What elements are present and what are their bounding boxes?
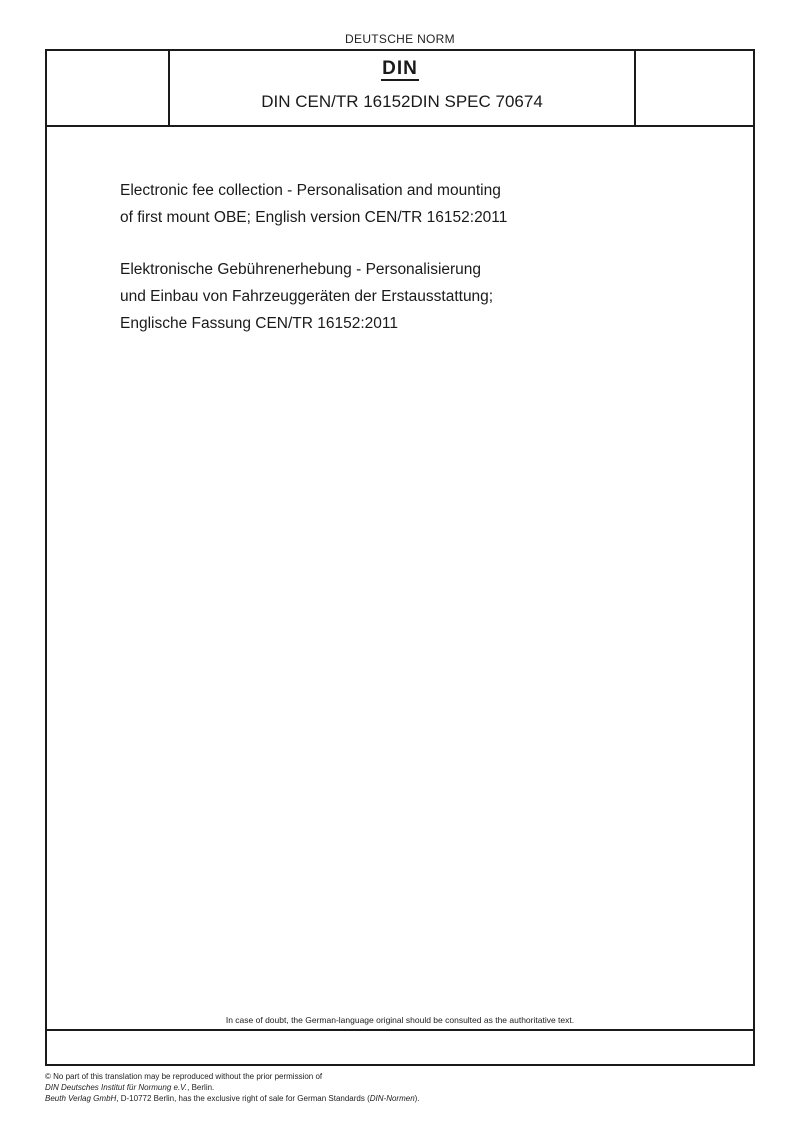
standard-type-label: DEUTSCHE NORM (345, 32, 455, 46)
distributor-line-end: ). (414, 1094, 420, 1103)
din-normen-label: DIN-Normen (369, 1094, 415, 1103)
bottom-divider (47, 1029, 753, 1031)
authoritative-text-note: In case of doubt, the German-language original should be consulted as the authoritative text. (225, 1015, 575, 1025)
copyright-line: © No part of this translation may be reproduced without the prior permission of (45, 1072, 323, 1081)
title-english-line: of first mount OBE; English version CEN/TR 16152:2011 (120, 209, 508, 226)
din-logo: DIN (382, 58, 418, 79)
header-table (47, 51, 753, 127)
publisher-city: , Berlin. (187, 1083, 215, 1092)
title-german (120, 256, 640, 337)
distributor-name: Beuth Verlag GmbH (45, 1094, 117, 1103)
document-frame (45, 49, 755, 1066)
din-logo-underline (381, 79, 419, 81)
title-german-line: Elektronische Gebührenerhebung - Personalisierung (120, 261, 482, 278)
document-number: DIN CEN/TR 16152DIN SPEC 70674 (261, 92, 543, 111)
title-english-line: Electronic fee collection - Personalisation and mounting (120, 182, 501, 199)
distributor-rights: , D-10772 Berlin, has the exclusive right of sale for German Standards ( (116, 1094, 370, 1103)
publisher-line (45, 1082, 745, 1093)
publisher-name: DIN Deutsches Institut für Normung e.V. (45, 1083, 188, 1092)
header-divider-left (168, 51, 170, 125)
header-divider-right (634, 51, 636, 125)
distributor-line (45, 1093, 745, 1104)
copyright-footer (45, 1071, 745, 1104)
title-german-line: und Einbau von Fahrzeuggeräten der Erstausstattung; (120, 288, 494, 305)
title-english (120, 177, 640, 231)
title-german-line: Englische Fassung CEN/TR 16152:2011 (120, 315, 399, 332)
